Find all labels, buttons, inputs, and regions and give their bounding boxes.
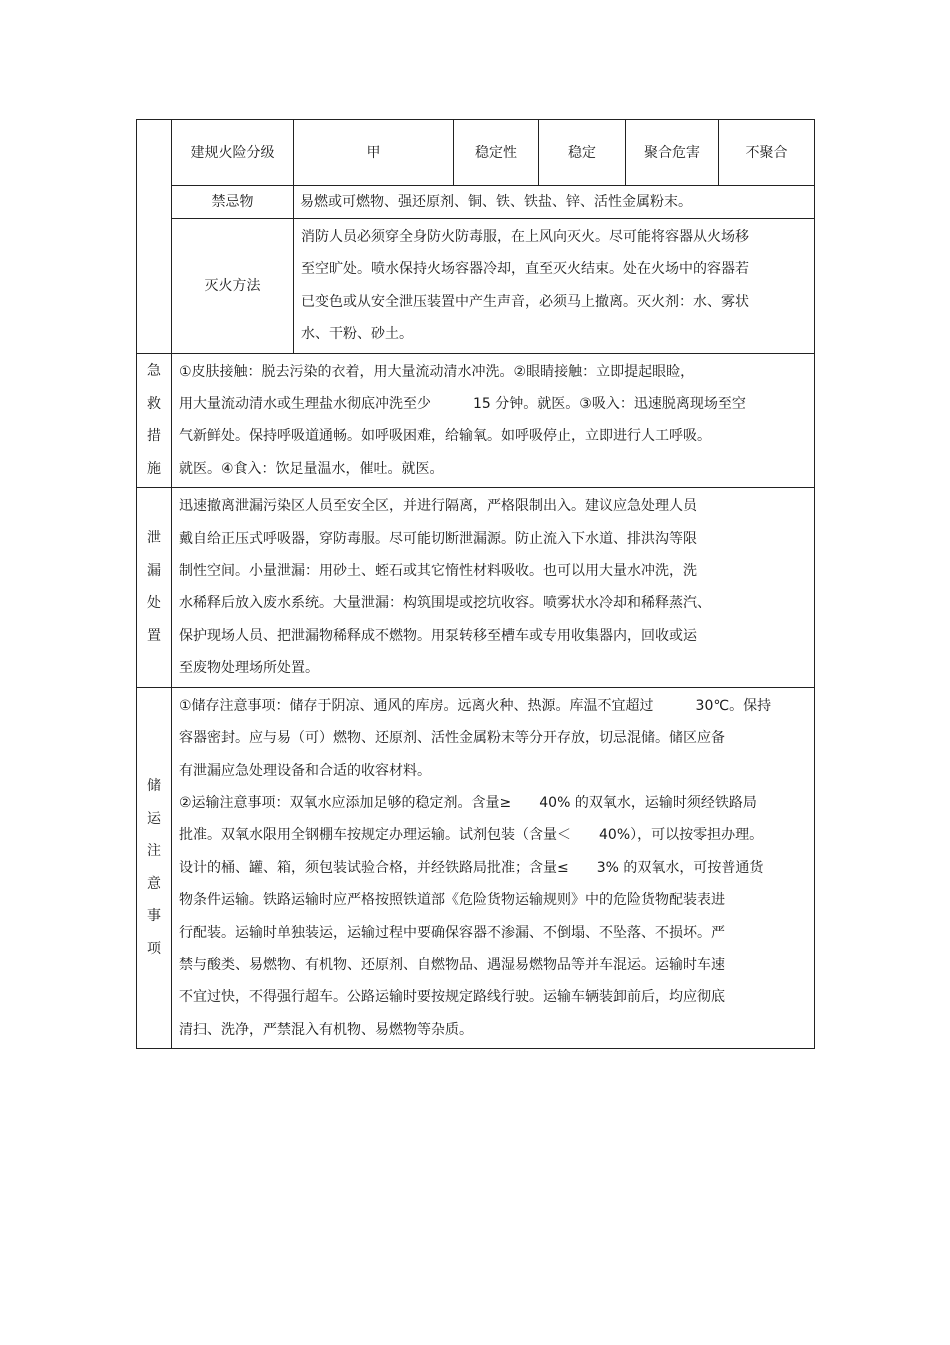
fire-fighting-line: 水、干粉、砂土。 — [301, 326, 413, 343]
heading-char: 施 — [147, 460, 161, 477]
fire-class-value: 甲 — [294, 120, 454, 186]
leak-line: 水稀释后放入废水系统。大量泄漏：构筑围堤或挖坑收容。喷雾状水冷却和稀释蒸汽、 — [179, 595, 711, 612]
section-storage — [137, 687, 815, 1048]
heading-char: 处 — [147, 595, 161, 612]
storage-line: 批准。双氧水限用全钢棚车按规定办理运输。试剂包装（含量＜ 40%），可以按零担办理。 — [179, 827, 764, 844]
section-first-aid — [137, 353, 815, 488]
safety-table — [136, 119, 815, 1049]
fire-class-label: 建规火险分级 — [172, 120, 294, 186]
blank-category-cell — [137, 120, 172, 354]
leak-text — [172, 488, 815, 687]
storage-line: 不宜过快，不得强行超车。公路运输时要按规定路线行驶。运输车辆装卸前后，均应彻底 — [179, 989, 725, 1006]
storage-line: 清扫、洗净，严禁混入有机物、易燃物等杂质。 — [179, 1021, 473, 1038]
row-incompatible — [137, 186, 815, 219]
storage-line: ②运输注意事项：双氧水应添加足够的稳定剂。含量≥ 40% 的双氧水，运输时须经铁路局 — [179, 794, 757, 811]
leak-line: 迅速撤离泄漏污染区人员至安全区，并进行隔离，严格限制出入。建议应急处理人员 — [179, 498, 697, 515]
section-leak — [137, 488, 815, 687]
storage-line: ①储存注意事项：储存于阴凉、通风的库房。远离火种、热源。库温不宜超过 30℃。保持 — [179, 697, 772, 714]
heading-char: 救 — [147, 395, 161, 412]
leak-line: 制性空间。小量泄漏：用砂土、蛭石或其它惰性材料吸收。也可以用大量水冲洗，洗 — [179, 563, 697, 580]
fire-fighting-text — [294, 219, 815, 354]
storage-line: 有泄漏应急处理设备和合适的收容材料。 — [179, 762, 431, 779]
chemical-safety-sheet — [136, 119, 814, 1049]
heading-char: 漏 — [147, 562, 161, 579]
heading-char: 置 — [147, 627, 161, 644]
leak-line: 至废物处理场所处置。 — [179, 660, 319, 677]
heading-char: 意 — [147, 875, 161, 892]
storage-line: 物条件运输。铁路运输时应严格按照铁道部《危险货物运输规则》中的危险货物配装表进 — [179, 892, 725, 909]
first-aid-line: 用大量流动清水或生理盐水彻底冲洗至少 15 分钟。就医。③吸入：迅速脱离现场至空 — [179, 396, 746, 413]
heading-char: 泄 — [147, 530, 161, 547]
stability-value: 稳定 — [539, 120, 626, 186]
incompatible-value: 易燃或可燃物、强还原剂、铜、铁、铁盐、锌、活性金属粉末。 — [294, 186, 815, 219]
fire-fighting-line: 已变色或从安全泄压装置中产生声音，必须马上撤离。灭火剂：水、雾状 — [301, 293, 749, 310]
leak-heading — [137, 488, 172, 687]
row-fire-class — [137, 120, 815, 186]
storage-heading — [137, 687, 172, 1048]
first-aid-text — [172, 353, 815, 488]
fire-fighting-line: 至空旷处。喷水保持火场容器冷却，直至灭火结束。处在火场中的容器若 — [301, 261, 749, 278]
storage-line: 设计的桶、罐、箱，须包装试验合格，并经铁路局批准；含量≤ 3% 的双氧水，可按普通货 — [179, 859, 764, 876]
heading-char: 运 — [147, 810, 161, 827]
leak-line: 戴自给正压式呼吸器，穿防毒服。尽可能切断泄漏源。防止流入下水道、排洪沟等限 — [179, 530, 697, 547]
storage-line: 禁与酸类、易燃物、有机物、还原剂、自燃物品、遇湿易燃物品等并车混运。运输时车速 — [179, 956, 725, 973]
storage-line: 容器密封。应与易（可）燃物、还原剂、活性金属粉末等分开存放，切忌混储。储区应备 — [179, 730, 725, 747]
first-aid-line: ①皮肤接触：脱去污染的衣着，用大量流动清水冲洗。②眼睛接触：立即提起眼睑， — [179, 363, 695, 380]
heading-char: 储 — [147, 778, 161, 795]
row-fire-fighting — [137, 219, 815, 354]
first-aid-line: 气新鲜处。保持呼吸道通畅。如呼吸困难，给输氧。如呼吸停止，立即进行人工呼吸。 — [179, 428, 711, 445]
storage-text — [172, 687, 815, 1048]
heading-char: 项 — [147, 940, 161, 957]
leak-line: 保护现场人员、把泄漏物稀释成不燃物。用泵转移至槽车或专用收集器内，回收或运 — [179, 627, 697, 644]
first-aid-line: 就医。④食入：饮足量温水，催吐。就医。 — [179, 460, 444, 477]
storage-line: 行配装。运输时单独装运，运输过程中要确保容器不渗漏、不倒塌、不坠落、不损坏。严 — [179, 924, 725, 941]
fire-fighting-line: 消防人员必须穿全身防火防毒服，在上风向灭火。尽可能将容器从火场移 — [301, 229, 749, 245]
heading-char: 事 — [147, 908, 161, 925]
fire-fighting-label: 灭火方法 — [172, 219, 294, 354]
first-aid-heading — [137, 353, 172, 488]
heading-char: 措 — [147, 428, 161, 445]
polymer-hazard-value: 不聚合 — [719, 120, 815, 186]
incompatible-label: 禁忌物 — [172, 186, 294, 219]
polymer-hazard-label: 聚合危害 — [626, 120, 719, 186]
heading-char: 注 — [147, 843, 161, 860]
heading-char: 急 — [147, 363, 161, 380]
stability-label: 稳定性 — [454, 120, 539, 186]
